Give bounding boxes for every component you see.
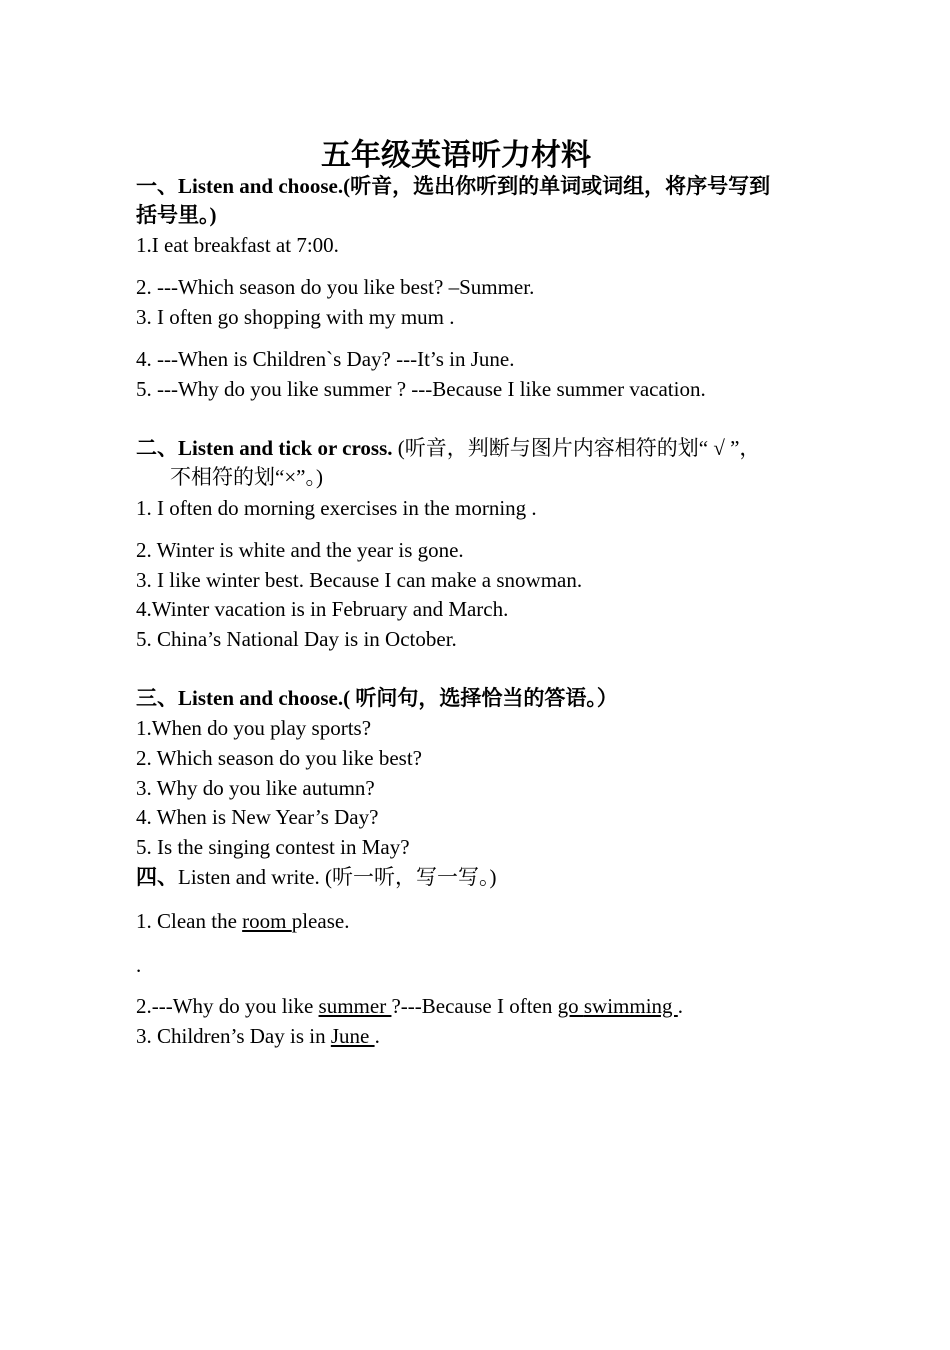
item2-blank-answer-3: swimming: [583, 994, 678, 1018]
item1-blank-answer: room: [242, 909, 292, 933]
stray-dot: .: [136, 953, 142, 977]
section1-heading-line1: 一、Listen and choose.(听音，选出你听到的单词或词组，将序号写到: [136, 174, 771, 198]
item1-text-before: 1. Clean the: [136, 909, 243, 933]
item3-text-after: .: [374, 1024, 380, 1048]
section2-item-2: 2. Winter is white and the year is gone.: [136, 538, 464, 562]
section4-heading-text: Listen and write. (听一听，写一写。): [178, 865, 497, 889]
section2-heading-instructions: (听音，判断与图片内容相符的划“ √ ”，: [392, 436, 761, 460]
section4-item-2: [136, 992, 836, 1020]
item2-blank-answer-1: summer: [318, 994, 392, 1018]
section2-item-1: 1. I often do morning exercises in the morning .: [136, 496, 537, 520]
item2-text-before: 2.---Why do you like: [136, 994, 319, 1018]
section1-item-5: 5. ---Why do you like summer ? ---Because I like summer vacation.: [136, 377, 706, 401]
section1-heading-line2: 括号里。): [136, 203, 217, 227]
section1-item-3: 3. I often go shopping with my mum .: [136, 305, 455, 329]
item3-blank-answer: June: [330, 1024, 375, 1048]
section2-item-5: 5. China’s National Day is in October.: [136, 627, 457, 651]
section3-item-4: 4. When is New Year’s Day?: [136, 805, 379, 829]
section3-heading: 三、Listen and choose.( 听问句，选择恰当的答语。）: [136, 686, 618, 710]
section4-item-3: [136, 1022, 836, 1050]
page-title: 五年级英语听力材料: [321, 139, 591, 172]
section2-item-3: 3. I like winter best. Because I can make a snowman.: [136, 568, 583, 592]
section3-item-3: 3. Why do you like autumn?: [136, 776, 375, 800]
item3-text-before: 3. Children’s Day is in: [136, 1024, 331, 1048]
item2-blank-answer-2: go: [557, 994, 584, 1018]
section1-item-2: 2. ---Which season do you like best? –Summer.: [136, 275, 535, 299]
item2-text-middle: ?---Because I often: [391, 994, 558, 1018]
section4-heading-number: 四、: [136, 865, 178, 889]
section4-heading: [136, 863, 836, 891]
section3-item-1: 1.When do you play sports?: [136, 716, 372, 740]
section2-heading-line2: 不相符的划“×”。): [170, 465, 323, 489]
section1-item-4: 4. ---When is Children`s Day? ---It’s in June.: [136, 347, 515, 371]
section2-heading-line1: [136, 434, 836, 462]
item1-text-after: please.: [291, 909, 350, 933]
section3-item-5: 5. Is the singing contest in May?: [136, 835, 410, 859]
item2-text-after: .: [677, 994, 684, 1018]
section4-item-1: [136, 907, 836, 935]
section2-item-4: 4.Winter vacation is in February and March.: [136, 597, 509, 621]
section1-item-1: 1.I eat breakfast at 7:00.: [136, 233, 339, 257]
section3-item-2: 2. Which season do you like best?: [136, 746, 422, 770]
section2-heading-title: 二、Listen and tick or cross.: [136, 436, 393, 460]
